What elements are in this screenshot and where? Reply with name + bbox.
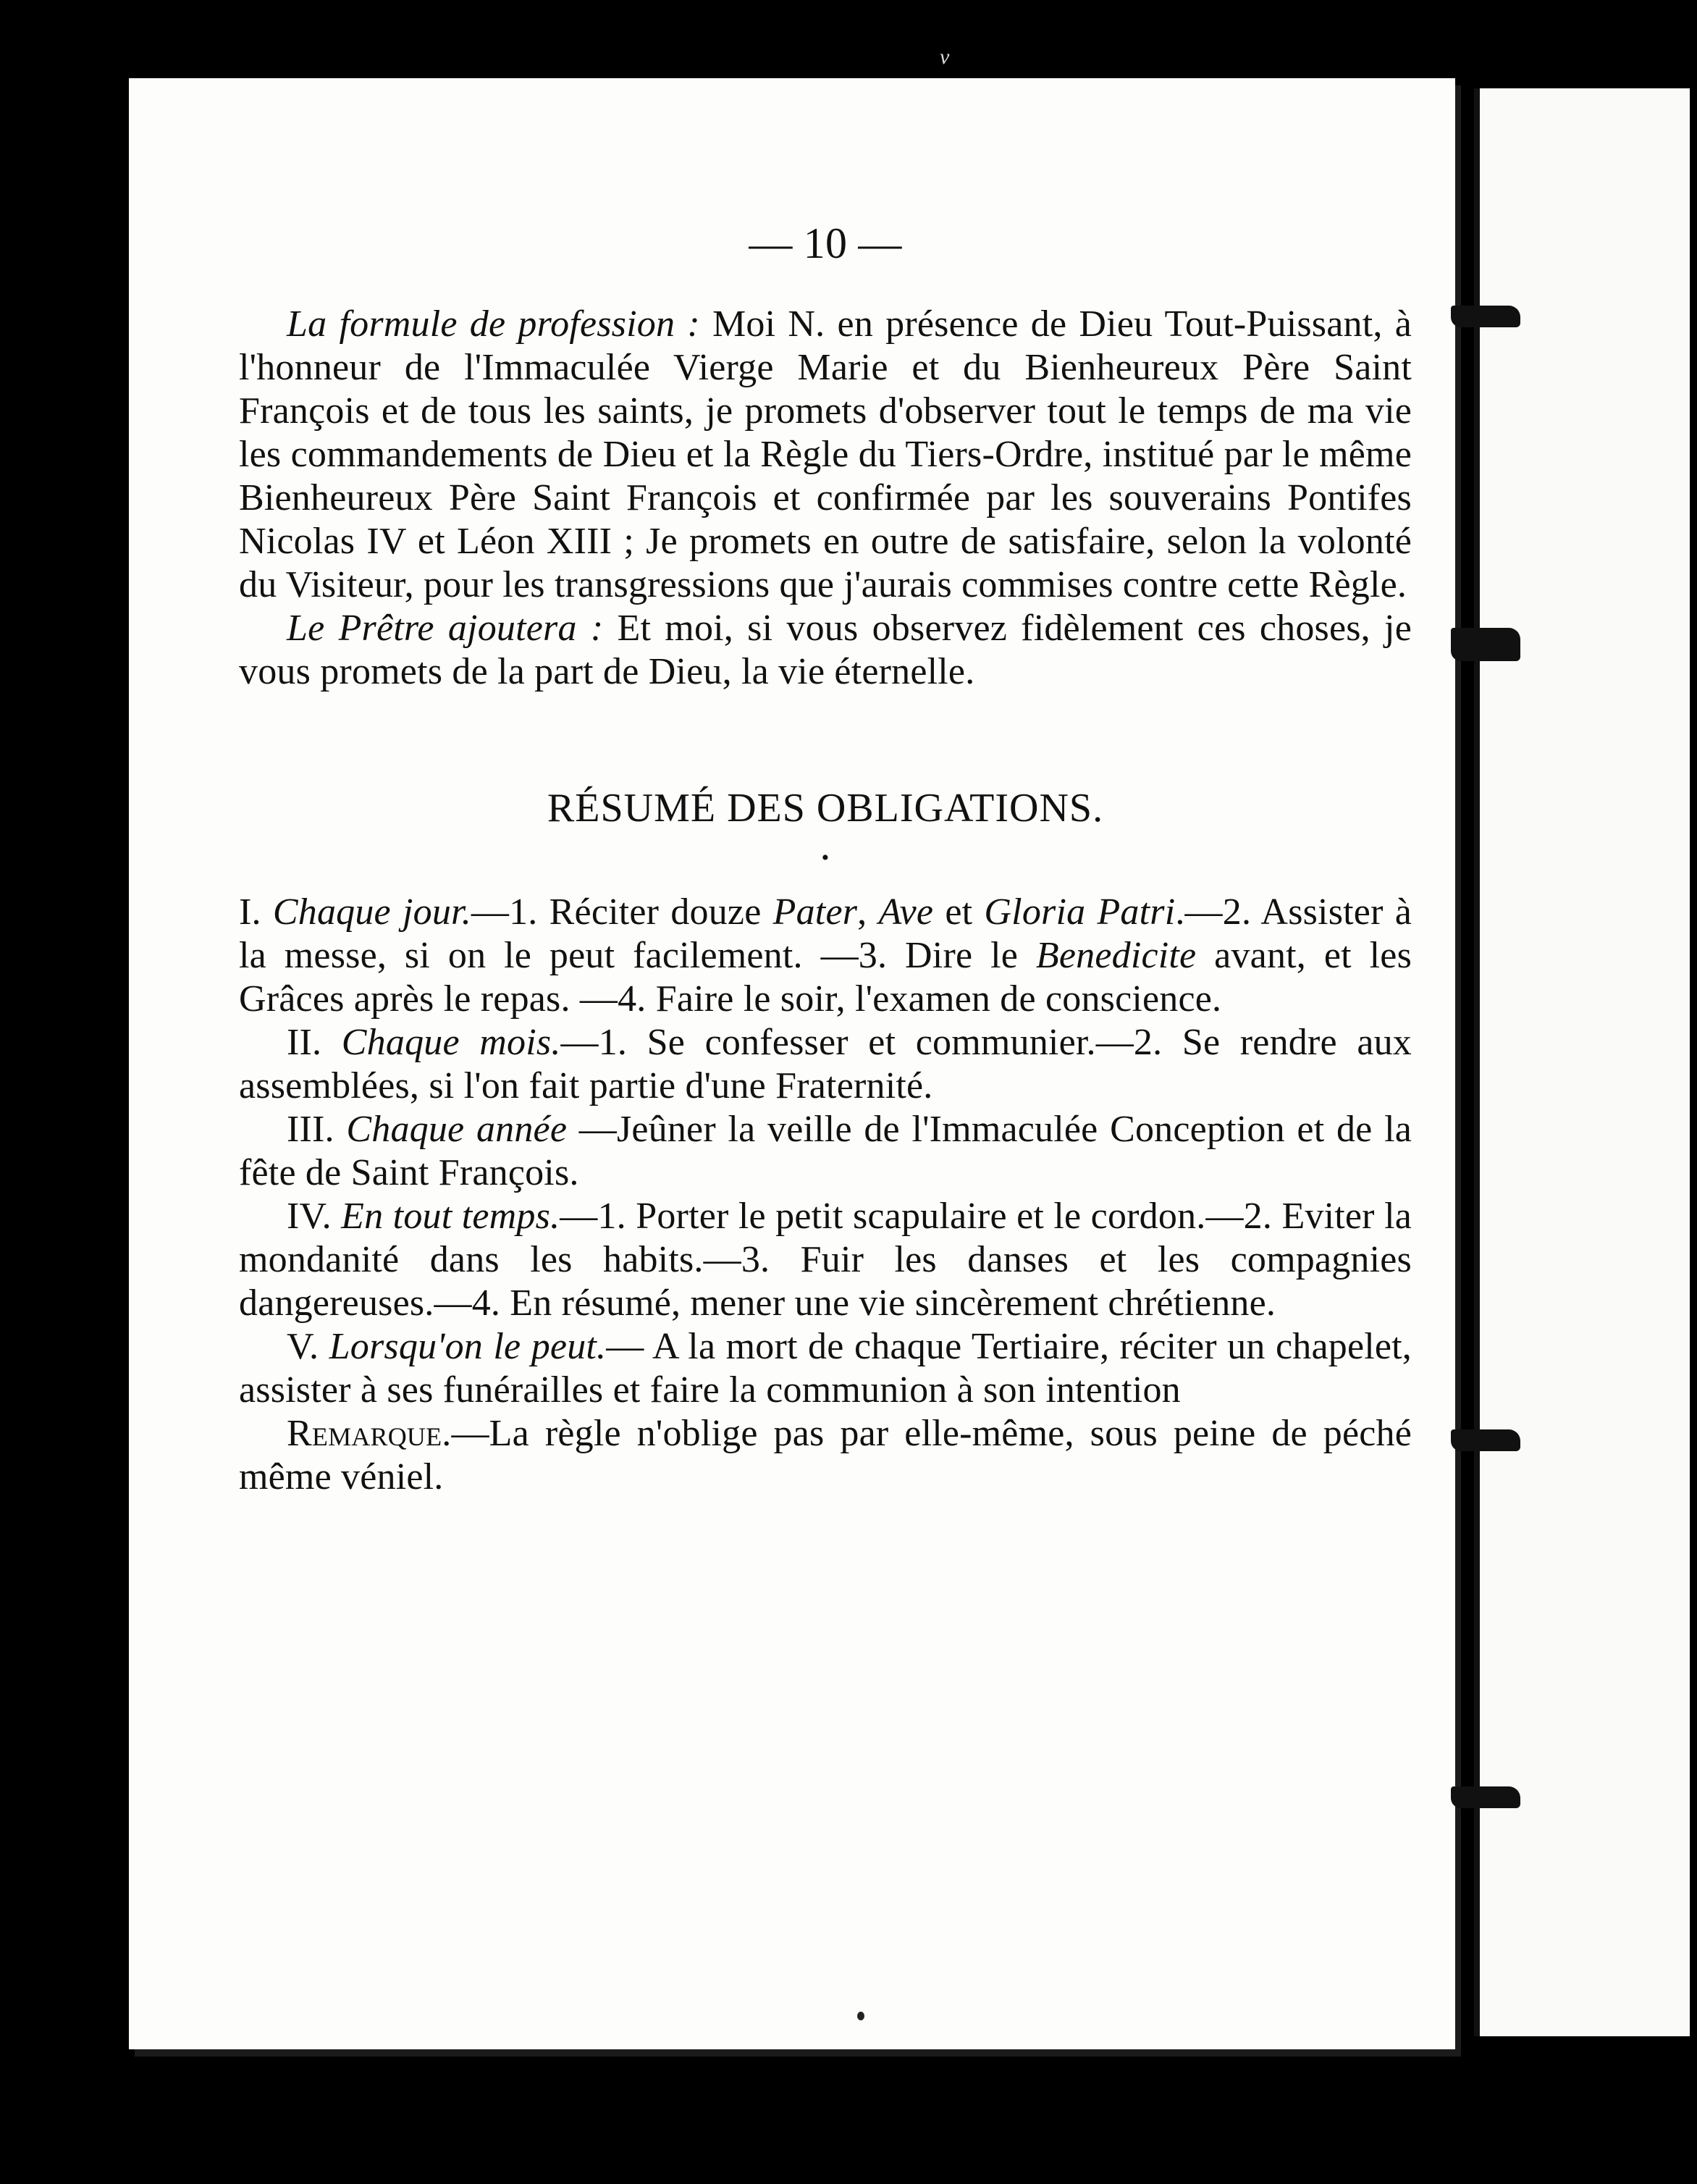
- obligation-text: Ave: [878, 891, 934, 933]
- obligation-text: — A la mort de chaque Tertiaire, réciter un chapelet, assister à ses funérailles et faire la communion à son intention: [239, 1326, 1412, 1411]
- obligation-text: —1. Réciter douze: [471, 891, 773, 933]
- obligation-numeral: V.: [287, 1326, 319, 1367]
- adjacent-page-edge: [1474, 88, 1690, 2036]
- obligation-text: Pater: [772, 891, 858, 933]
- page-corner-mark: v: [940, 45, 950, 69]
- binding-mark: [1451, 628, 1520, 661]
- obligation-text: —1. Se confesser et communier.—2. Se rendre aux assemblées, si l'on fait partie d'une Fraternité.: [239, 1022, 1412, 1106]
- profession-paragraph: [239, 303, 1412, 607]
- obligation-numeral: III.: [287, 1109, 334, 1150]
- obligation-text: et: [933, 891, 985, 933]
- obligations-list: [239, 891, 1412, 1412]
- obligation-item: [239, 891, 1412, 1021]
- binding-mark: [1451, 1429, 1520, 1451]
- binding-mark: [1451, 306, 1520, 327]
- page-number: — 10 —: [749, 219, 902, 267]
- obligation-text: avant, et les Grâces après le repas. —4. Faire le soir, l'examen de conscience.: [239, 935, 1412, 1020]
- obligation-item: [239, 1195, 1412, 1325]
- remark-label: Remarque.: [287, 1413, 452, 1454]
- priest-text: Et moi, si vous observez fidèlement ces choses, je vous promets de la part de Dieu, la vie éternelle.: [239, 608, 1412, 692]
- obligation-item: [239, 1108, 1412, 1195]
- remark-text: —La règle n'oblige pas par elle-même, sous peine de péché même véniel.: [239, 1413, 1412, 1498]
- obligation-numeral: II.: [287, 1022, 322, 1063]
- book-page: [129, 78, 1455, 2049]
- obligation-text: Benedicite: [1035, 935, 1197, 976]
- obligation-label: Chaque jour.: [272, 891, 471, 933]
- summary-heading: RÉSUMÉ DES OBLIGATIONS.: [547, 786, 1104, 831]
- obligation-item: [239, 1021, 1412, 1108]
- obligation-numeral: IV.: [287, 1196, 332, 1237]
- obligation-numeral: I.: [239, 891, 261, 933]
- priest-paragraph: [239, 607, 1412, 694]
- obligation-item: [239, 1325, 1412, 1412]
- obligation-label: Chaque mois.: [341, 1022, 561, 1063]
- remark-paragraph: [239, 1412, 1412, 1499]
- obligation-text: —Jeûner la veille de l'Immaculée Conception et de la fête de Saint François.: [239, 1109, 1412, 1193]
- binding-mark: [1451, 1786, 1520, 1808]
- page-content: [239, 219, 1412, 1499]
- obligation-text: ,: [857, 891, 879, 933]
- page-speck: [857, 2012, 864, 2020]
- profession-label: La formule de profession :: [287, 303, 700, 345]
- obligation-label: Chaque année: [346, 1109, 568, 1150]
- obligation-label: En tout temps.: [341, 1196, 560, 1237]
- obligation-label: Lorsqu'on le peut.: [329, 1326, 607, 1367]
- profession-text: Moi N. en présence de Dieu Tout-Puissant, à l'honneur de l'Immaculée Vierge Marie et du Bienheureux Père Saint François et de tous les saints, je promets d'observer tout le temps de ma vie les commandements de Dieu et la Règle du Tiers-Ordre, institué par le même Bienheureux Père Saint François et confirmée par les souverains Pontifes Nicolas IV et Léon XIII ; Je promets en outre de satisfaire, selon la volonté du Visiteur, pour les transgressions que j'aurais commises contre cette Règle.: [239, 303, 1412, 605]
- priest-label: Le Prêtre ajoutera :: [287, 608, 604, 649]
- obligation-text: Gloria Patri: [984, 891, 1176, 933]
- obligation-text: —1. Porter le petit scapulaire et le cordon.—2. Eviter la mondanité dans les habits.—3. Fuir les danses et les compagnies dangereuses.—4. En résumé, mener une vie sincèrement chrétienne.: [239, 1196, 1412, 1324]
- obligation-text: .—2. Assister à la messe, si on le peut facilement. —3. Dire le: [239, 891, 1412, 976]
- heading-ornament: •: [821, 846, 830, 870]
